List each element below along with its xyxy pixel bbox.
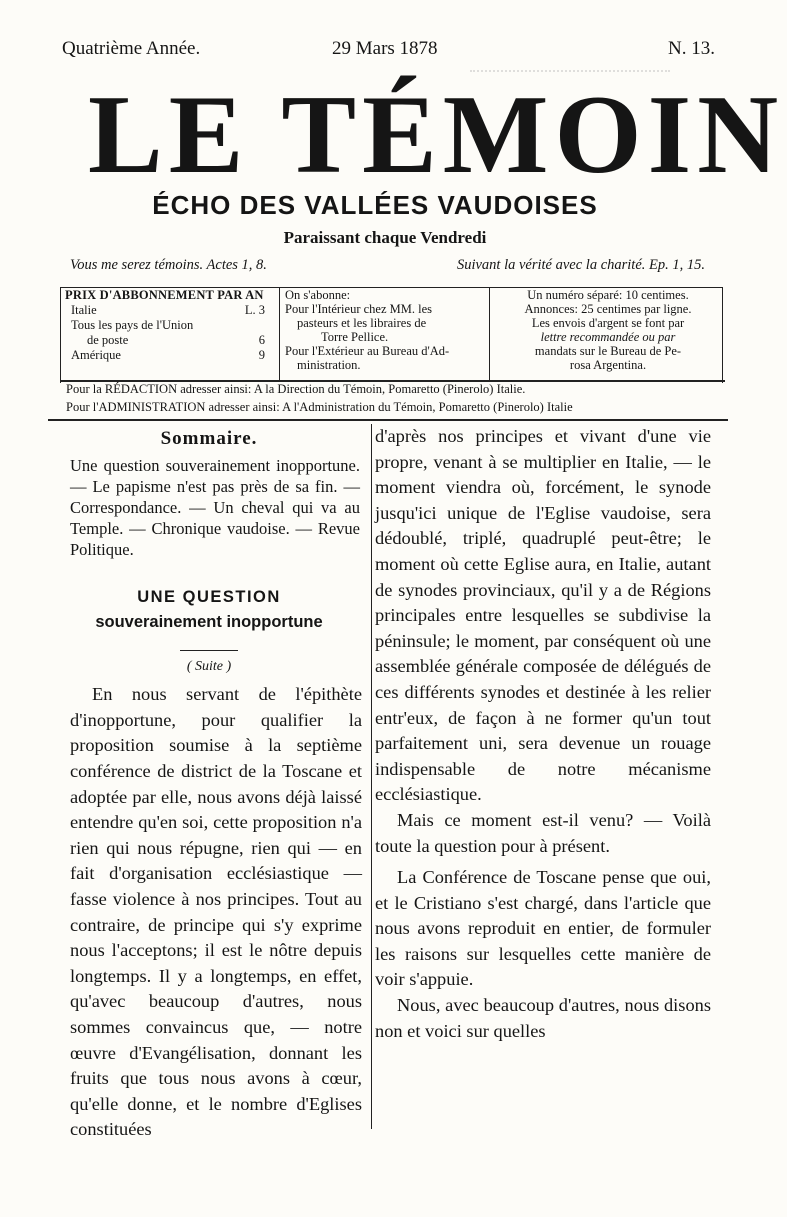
subscription-box (60, 287, 723, 383)
where-line: Pour l'Extérieur au Bureau d'Ad- (285, 344, 450, 358)
subscription-info (489, 288, 720, 380)
info-line: mandats sur le Bureau de Pe- (534, 344, 682, 358)
issue-line (62, 38, 715, 64)
where-line: Torre Pellice. (321, 330, 389, 344)
article-paragraph: Nous, avec beaucoup d'autres, nous disons non et voici sur quelles (375, 995, 711, 1041)
where-line: pasteurs et les libraires de (297, 316, 427, 330)
where-line: Pour l'Intérieur chez MM. les (285, 302, 433, 316)
header-rule (48, 419, 728, 421)
motto-left: Vous me serez témoins. Actes 1, 8. (70, 257, 267, 273)
info-line: lettre recommandée ou par (540, 330, 676, 344)
masthead-title: LE TÉMOIN (88, 73, 785, 197)
info-line: Annonces: 25 centimes par ligne. (524, 302, 692, 316)
sommaire-text: Une question souverainement inopportune. — Le papisme n'est pas près de sa fin. — Correspondance. — Un cheval qui va au Temple. — Chronique vaudoise. — Revue Politique. (70, 456, 360, 559)
price-row (65, 333, 271, 348)
issue-date: 29 Mars 1878 (332, 38, 438, 59)
price-name: Tous les pays de l'Union (71, 318, 194, 332)
price-name: Italie (71, 303, 97, 317)
article-paragraph: La Conférence de Toscane pense que oui, et le Cristiano s'est chargé, dans l'article que nous avons reproduit en entier, de formuler les raisons sur lesquelles cette manière de voir s'appuie. (375, 867, 711, 990)
motto-line (70, 257, 705, 279)
redaction-address: Pour la RÉDACTION adresser ainsi: A la Direction du Témoin, Pomaretto (Pinerolo) Italie. (66, 382, 526, 396)
article-suite: ( Suite ) (186, 659, 232, 675)
issue-year: Quatrième Année. (62, 38, 201, 59)
where-line: ministration. (297, 358, 361, 372)
motto-right: Suivant la vérité avec la charité. Ep. 1, 15. (456, 257, 705, 273)
price-row (65, 348, 271, 363)
article-paragraph: Mais ce moment est-il venu? — Voilà toute la question pour à présent. (375, 809, 711, 856)
left-column (50, 424, 368, 1143)
price-value: L. 3 (244, 303, 265, 317)
price-name: Amérique (71, 348, 121, 362)
article-heading: UNE QUESTION (137, 588, 281, 606)
subscription-where (279, 288, 487, 380)
where-line: On s'abonne: (285, 288, 351, 302)
article-paragraph: d'après nos principes et vivant d'une vie propre, venant à se multiplier en Italie, — le moment viendra où, forcément, le synode jusqu'ici unique de l'Eglise vaudoise, sera dédoublé, triplé, quadruplé peut-être; le moment où cette Eglise aura, en Italie, autant de synodes provinciaux, qu'il y a de Régions principales entre lesquelles se subdivise la péninsule; le moment, par conséquent où une assemblée générale composée de délégués de ces différents synodes et destinée à les relier entr'eux, de façon à ne former qu'un tout parfaitement uni, sera devenue un rouage indispensable de notre mécanisme ecclésiastique. (375, 426, 711, 805)
periodicity: Paraissant chaque Vendredi (283, 228, 487, 247)
price-row (65, 318, 271, 333)
price-value: 9 (258, 348, 265, 362)
administration-address: Pour l'ADMINISTRATION adresser ainsi: A l'Administration du Témoin, Pomaretto (Pinerolo) Italie (66, 400, 573, 414)
article-paragraph: En nous servant de l'épithète d'inopportune, pour qualifier la proposition soumise à la septième conférence de district de la Toscane et adoptée par elle, nous avons déjà laissé entendre qu'en soi, cette proposition n'a rien qui nous répugne, rien qui — en fait d'organisation ecclésiastique — fasse violence à nos principes. Tout au contraire, de principe qui s'y exprime nous l'acceptons; il est le nôtre depuis longtemps. Il y a longtemps, en effet, qu'avec beaucoup d'autres, nous sommes convaincus que, — notre œuvre d'Evangélisation, donnant les fruits que tous nous avons à cœur, qu'elle donne, et le nombre d'Eglises constituées (70, 684, 362, 1140)
right-column (375, 424, 713, 1044)
issue-number: N. 13. (668, 38, 715, 59)
price-name: de poste (87, 333, 129, 347)
article-subheading: souverainement inopportune (95, 613, 323, 631)
price-row (65, 303, 271, 318)
price-value: 6 (258, 333, 265, 347)
masthead-subtitle: ÉCHO DES VALLÉES VAUDOISES (152, 190, 598, 220)
info-line: Un numéro séparé: 10 centimes. (527, 288, 689, 302)
heading-rule (180, 650, 238, 651)
subscription-heading: PRIX D'ABBONNEMENT PAR AN (65, 288, 264, 302)
info-line: Les envois d'argent se font par (531, 316, 685, 330)
column-divider (371, 424, 372, 1129)
info-line: rosa Argentina. (569, 358, 647, 372)
sommaire-title: Sommaire. (160, 428, 258, 449)
subscription-prices (65, 288, 271, 380)
